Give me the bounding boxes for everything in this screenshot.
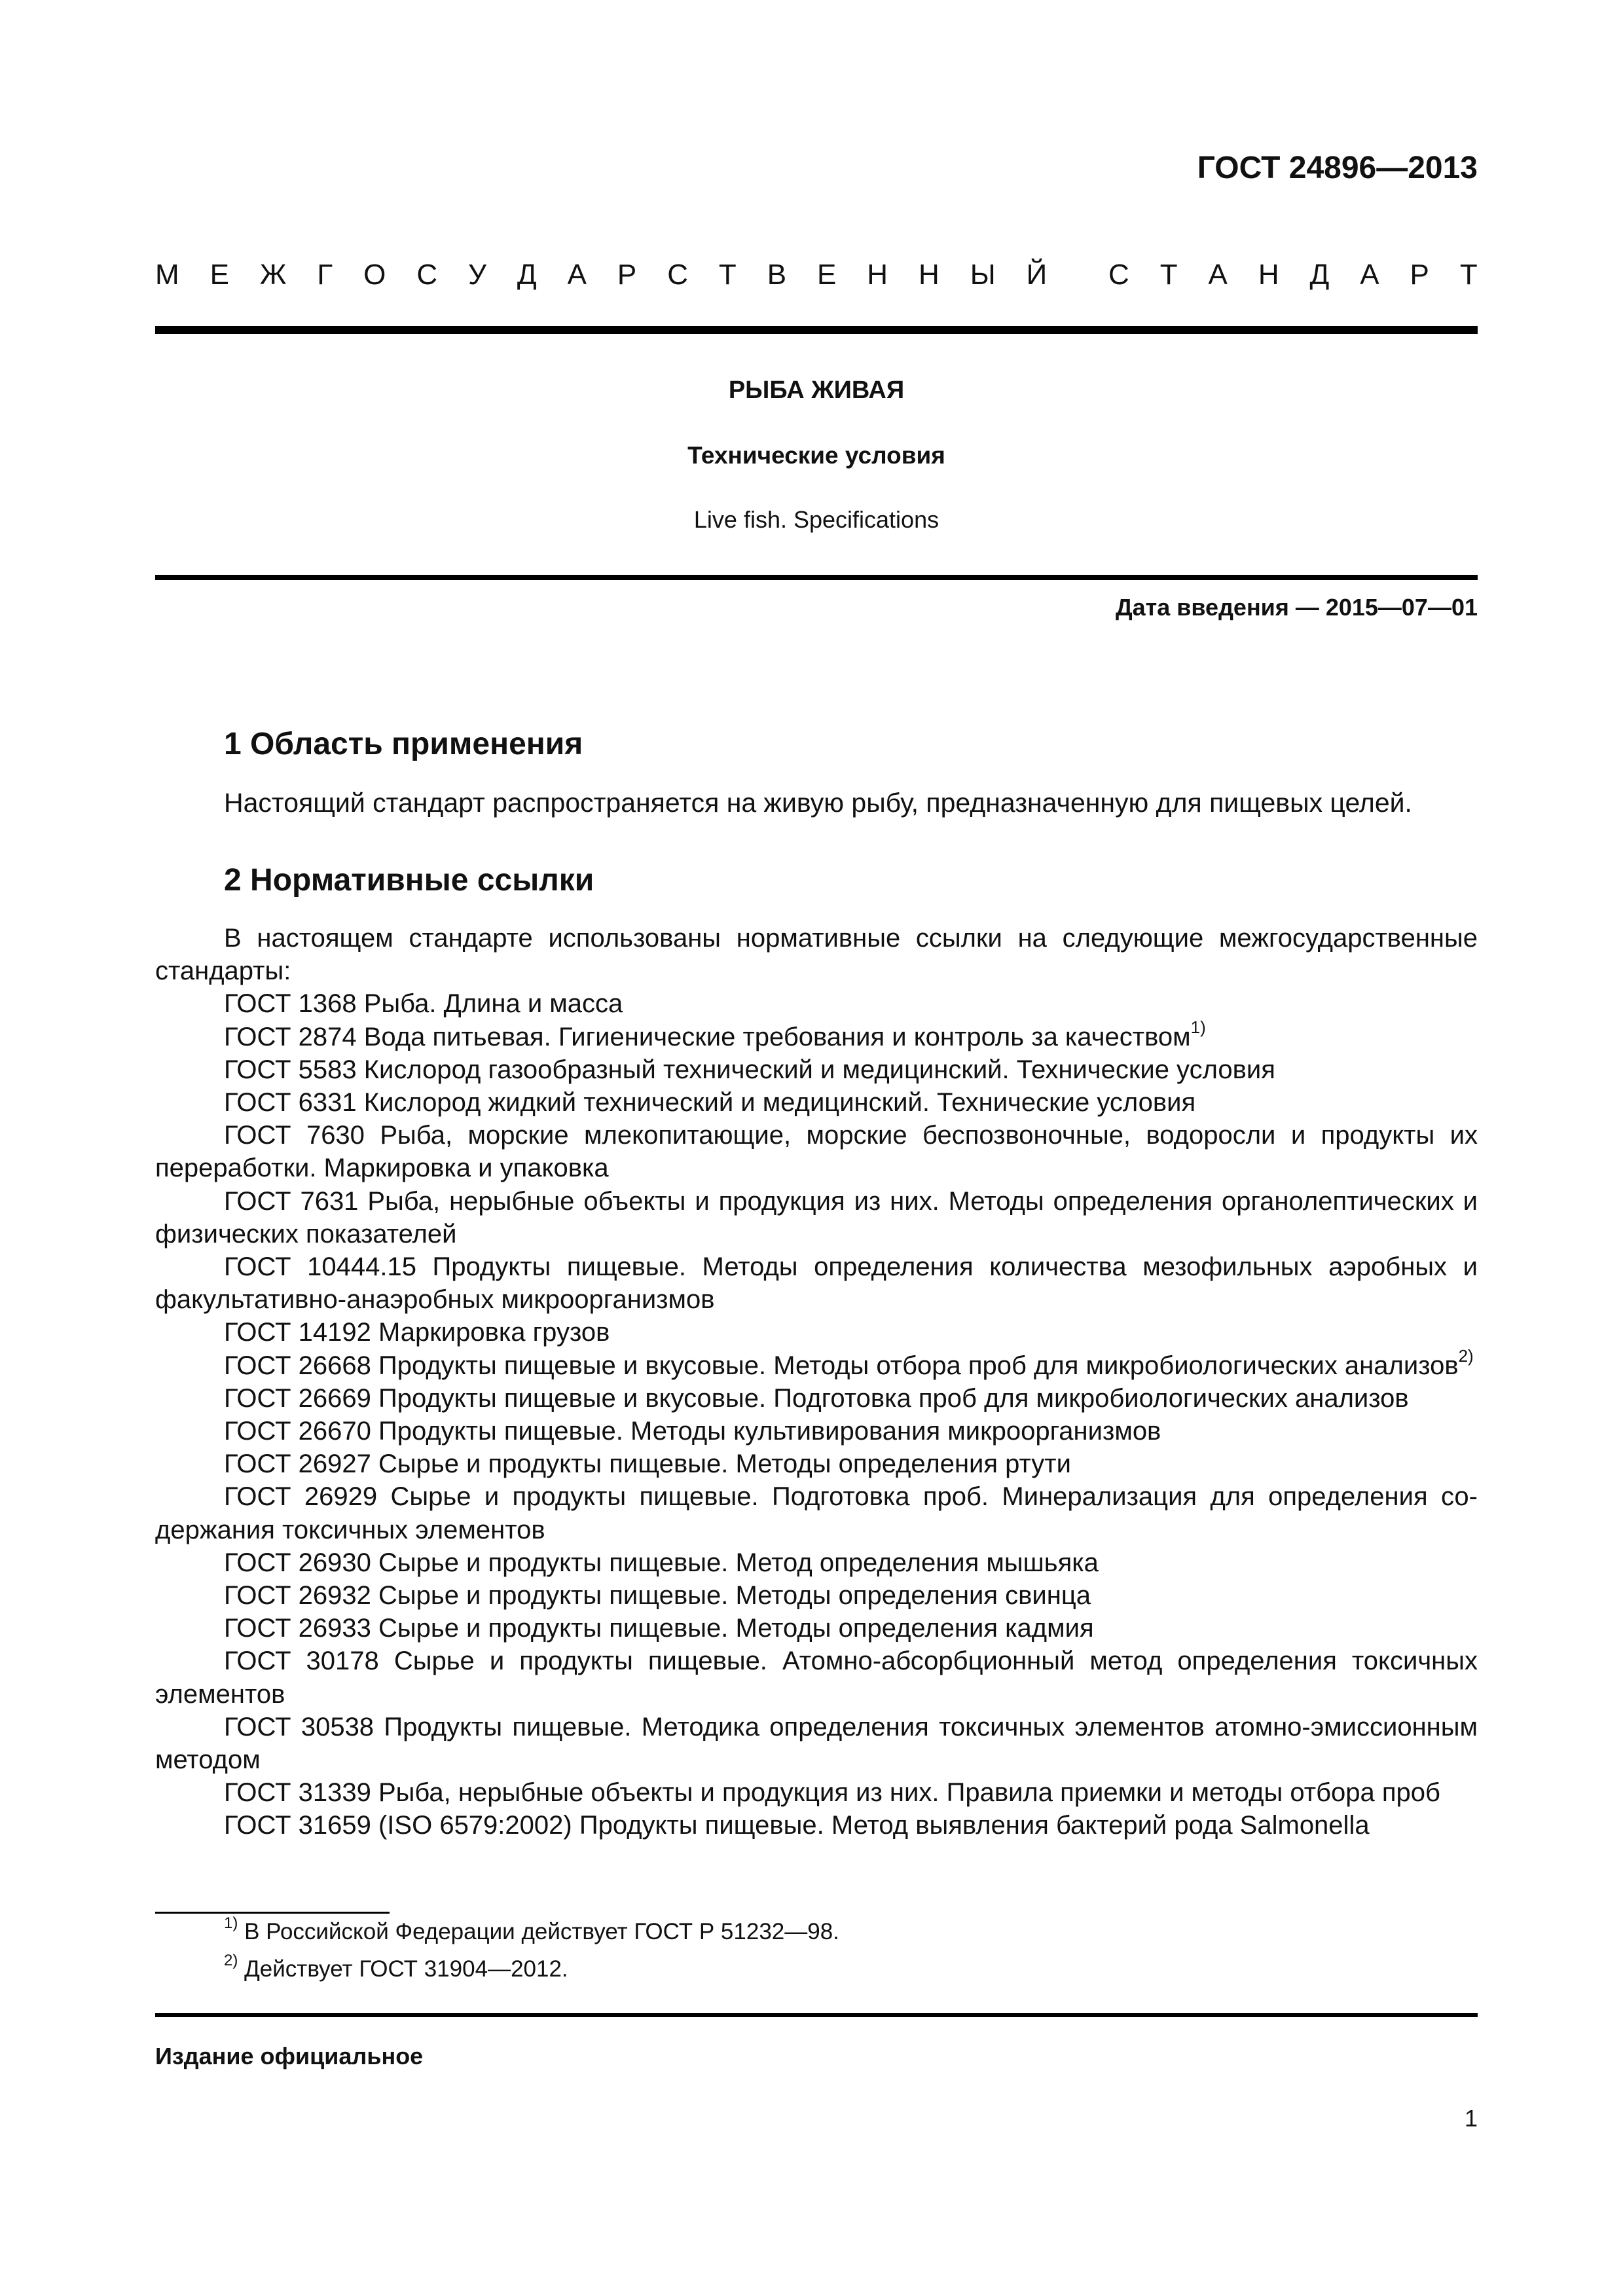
reference-item: ГОСТ 26929 Сырье и продукты пищевые. Подготовка проб. Минерализация для определения содержания токсичных элементов — [155, 1482, 1478, 1544]
reference-item: ГОСТ 7630 Рыба, морские млекопитающие, морские беспозвоночные, водоросли и продукты их переработки. Маркировка и упаковка — [155, 1121, 1478, 1183]
reference-item: ГОСТ 14192 Маркировка грузов — [224, 1318, 610, 1347]
title-divider — [155, 575, 1478, 580]
document-subtitle: Технические условия — [687, 442, 945, 469]
page-number: 1 — [1464, 2105, 1478, 2132]
reference-item: ГОСТ 6331 Кислород жидкий технический и медицинский. Технические условия — [224, 1088, 1196, 1118]
banner-letter: М — [155, 259, 179, 291]
document-title: РЫБА ЖИВАЯ — [728, 376, 905, 404]
header-divider — [155, 326, 1478, 334]
english-title: Live fish. Specifications — [693, 506, 939, 533]
reference-item: ГОСТ 26927 Сырье и продукты пищевые. Методы определения ртути — [224, 1449, 1071, 1479]
banner-letter: Т — [1459, 259, 1478, 291]
reference-item: ГОСТ 26669 Продукты пищевые и вкусовые. Подготовка проб для микробиологических анализов — [224, 1383, 1409, 1413]
reference-item: ГОСТ 30178 Сырье и продукты пищевые. Атомно-абсорбционный метод определения токсичных элементов — [155, 1647, 1478, 1709]
reference-item: ГОСТ 10444.15 Продукты пищевые. Методы определения количества мезофильных аэробных и факультативно-анаэробных микроорганизмов — [155, 1252, 1478, 1315]
banner-letter: С — [1108, 259, 1129, 291]
banner-letter: Е — [817, 259, 837, 291]
banner-letter: Н — [867, 259, 888, 291]
interstate-standard-banner — [155, 252, 1478, 298]
footnote-mark: 2) — [224, 1952, 238, 1970]
normative-references — [155, 922, 1478, 1842]
banner-letter: Р — [1410, 259, 1429, 291]
banner-letter: Ж — [259, 259, 287, 291]
footnote-separator — [155, 1912, 390, 1914]
banner-letter: Д — [1309, 259, 1330, 291]
reference-item: ГОСТ 1368 Рыба. Длина и масса — [224, 989, 623, 1019]
reference-item: ГОСТ 26930 Сырье и продукты пищевые. Метод определения мышьяка — [224, 1548, 1099, 1577]
reference-item: ГОСТ 2874 Вода питьевая. Гигиенические требования и контроль за качеством$^{1)}$ — [224, 1017, 1206, 1051]
footnote-ref: 2) — [1458, 1346, 1474, 1366]
reference-item: ГОСТ 26933 Сырье и продукты пищевые. Методы определения кадмия — [224, 1614, 1094, 1643]
banner-letter: Г — [317, 259, 333, 291]
scope-text: Настоящий стандарт распространяется на живую рыбу, предназначенную для пищевых целей. — [224, 788, 1412, 818]
banner-letter: Е — [210, 259, 229, 291]
reference-item: ГОСТ 26670 Продукты пищевые. Методы культивирования микроорганизмов — [224, 1417, 1161, 1446]
reference-item: ГОСТ 26932 Сырье и продукты пищевые. Методы определения свинца — [224, 1581, 1091, 1611]
banner-letter: А — [1208, 259, 1228, 291]
reference-item: ГОСТ 31659 (ISO 6579:2002) Продукты пищевые. Метод выявления бактерий рода Salmonella — [224, 1811, 1370, 1840]
banner-letter: А — [567, 259, 587, 291]
banner-letter: У — [468, 259, 486, 291]
reference-item: ГОСТ 7631 Рыба, нерыбные объекты и продукция из них. Методы определения органолептических и физических показателей — [155, 1186, 1478, 1248]
banner-letter: О — [363, 259, 386, 291]
banner-letter: С — [667, 259, 688, 291]
section-heading-scope: 1 Область применения — [224, 727, 583, 761]
section-heading-references: 2 Нормативные ссылки — [224, 863, 594, 898]
reference-item: ГОСТ 5583 Кислород газообразный технический и медицинский. Технические условия — [224, 1055, 1275, 1084]
banner-letter: Й — [1026, 259, 1048, 291]
references-intro: В настоящем стандарте использованы нормативные ссылки на следующие межгосударственные стандарты: — [155, 924, 1478, 986]
footer-divider — [155, 2013, 1478, 2017]
banner-letter: Р — [617, 259, 637, 291]
footnote-ref: 1) — [1190, 1017, 1206, 1038]
banner-letter: С — [416, 259, 438, 291]
reference-item: ГОСТ 31339 Рыба, нерыбные объекты и продукция из них. Правила приемки и методы отбора проб — [224, 1778, 1440, 1808]
footnote-mark: 1) — [224, 1914, 238, 1933]
standard-code: ГОСТ 24896—2013 — [1197, 151, 1478, 185]
banner-letter: Н — [1258, 259, 1279, 291]
banner-letter: Н — [918, 259, 939, 291]
banner-letter: А — [1360, 259, 1379, 291]
introduction-date: Дата введения — 2015—07—01 — [1115, 594, 1478, 621]
banner-letter: В — [767, 259, 787, 291]
footnote-1: $^{1)}$ В Российской Федерации действует ГОСТ Р 51232—98. — [224, 1914, 839, 1944]
reference-item: ГОСТ 30538 Продукты пищевые. Методика определения токсичных элементов атомно-эмиссионным методом — [155, 1712, 1478, 1775]
reference-item: ГОСТ 26668 Продукты пищевые и вкусовые. Методы отбора проб для микробиологических анализов$^{2)}$ — [224, 1346, 1474, 1380]
banner-letter: Т — [1159, 259, 1178, 291]
banner-letter: Ы — [970, 259, 996, 291]
footnote-2: $^{2)}$ Действует ГОСТ 31904—2012. — [224, 1952, 568, 1982]
official-edition-label: Издание официальное — [155, 2043, 424, 2069]
banner-letter: Т — [718, 259, 737, 291]
banner-letter: Д — [517, 259, 537, 291]
